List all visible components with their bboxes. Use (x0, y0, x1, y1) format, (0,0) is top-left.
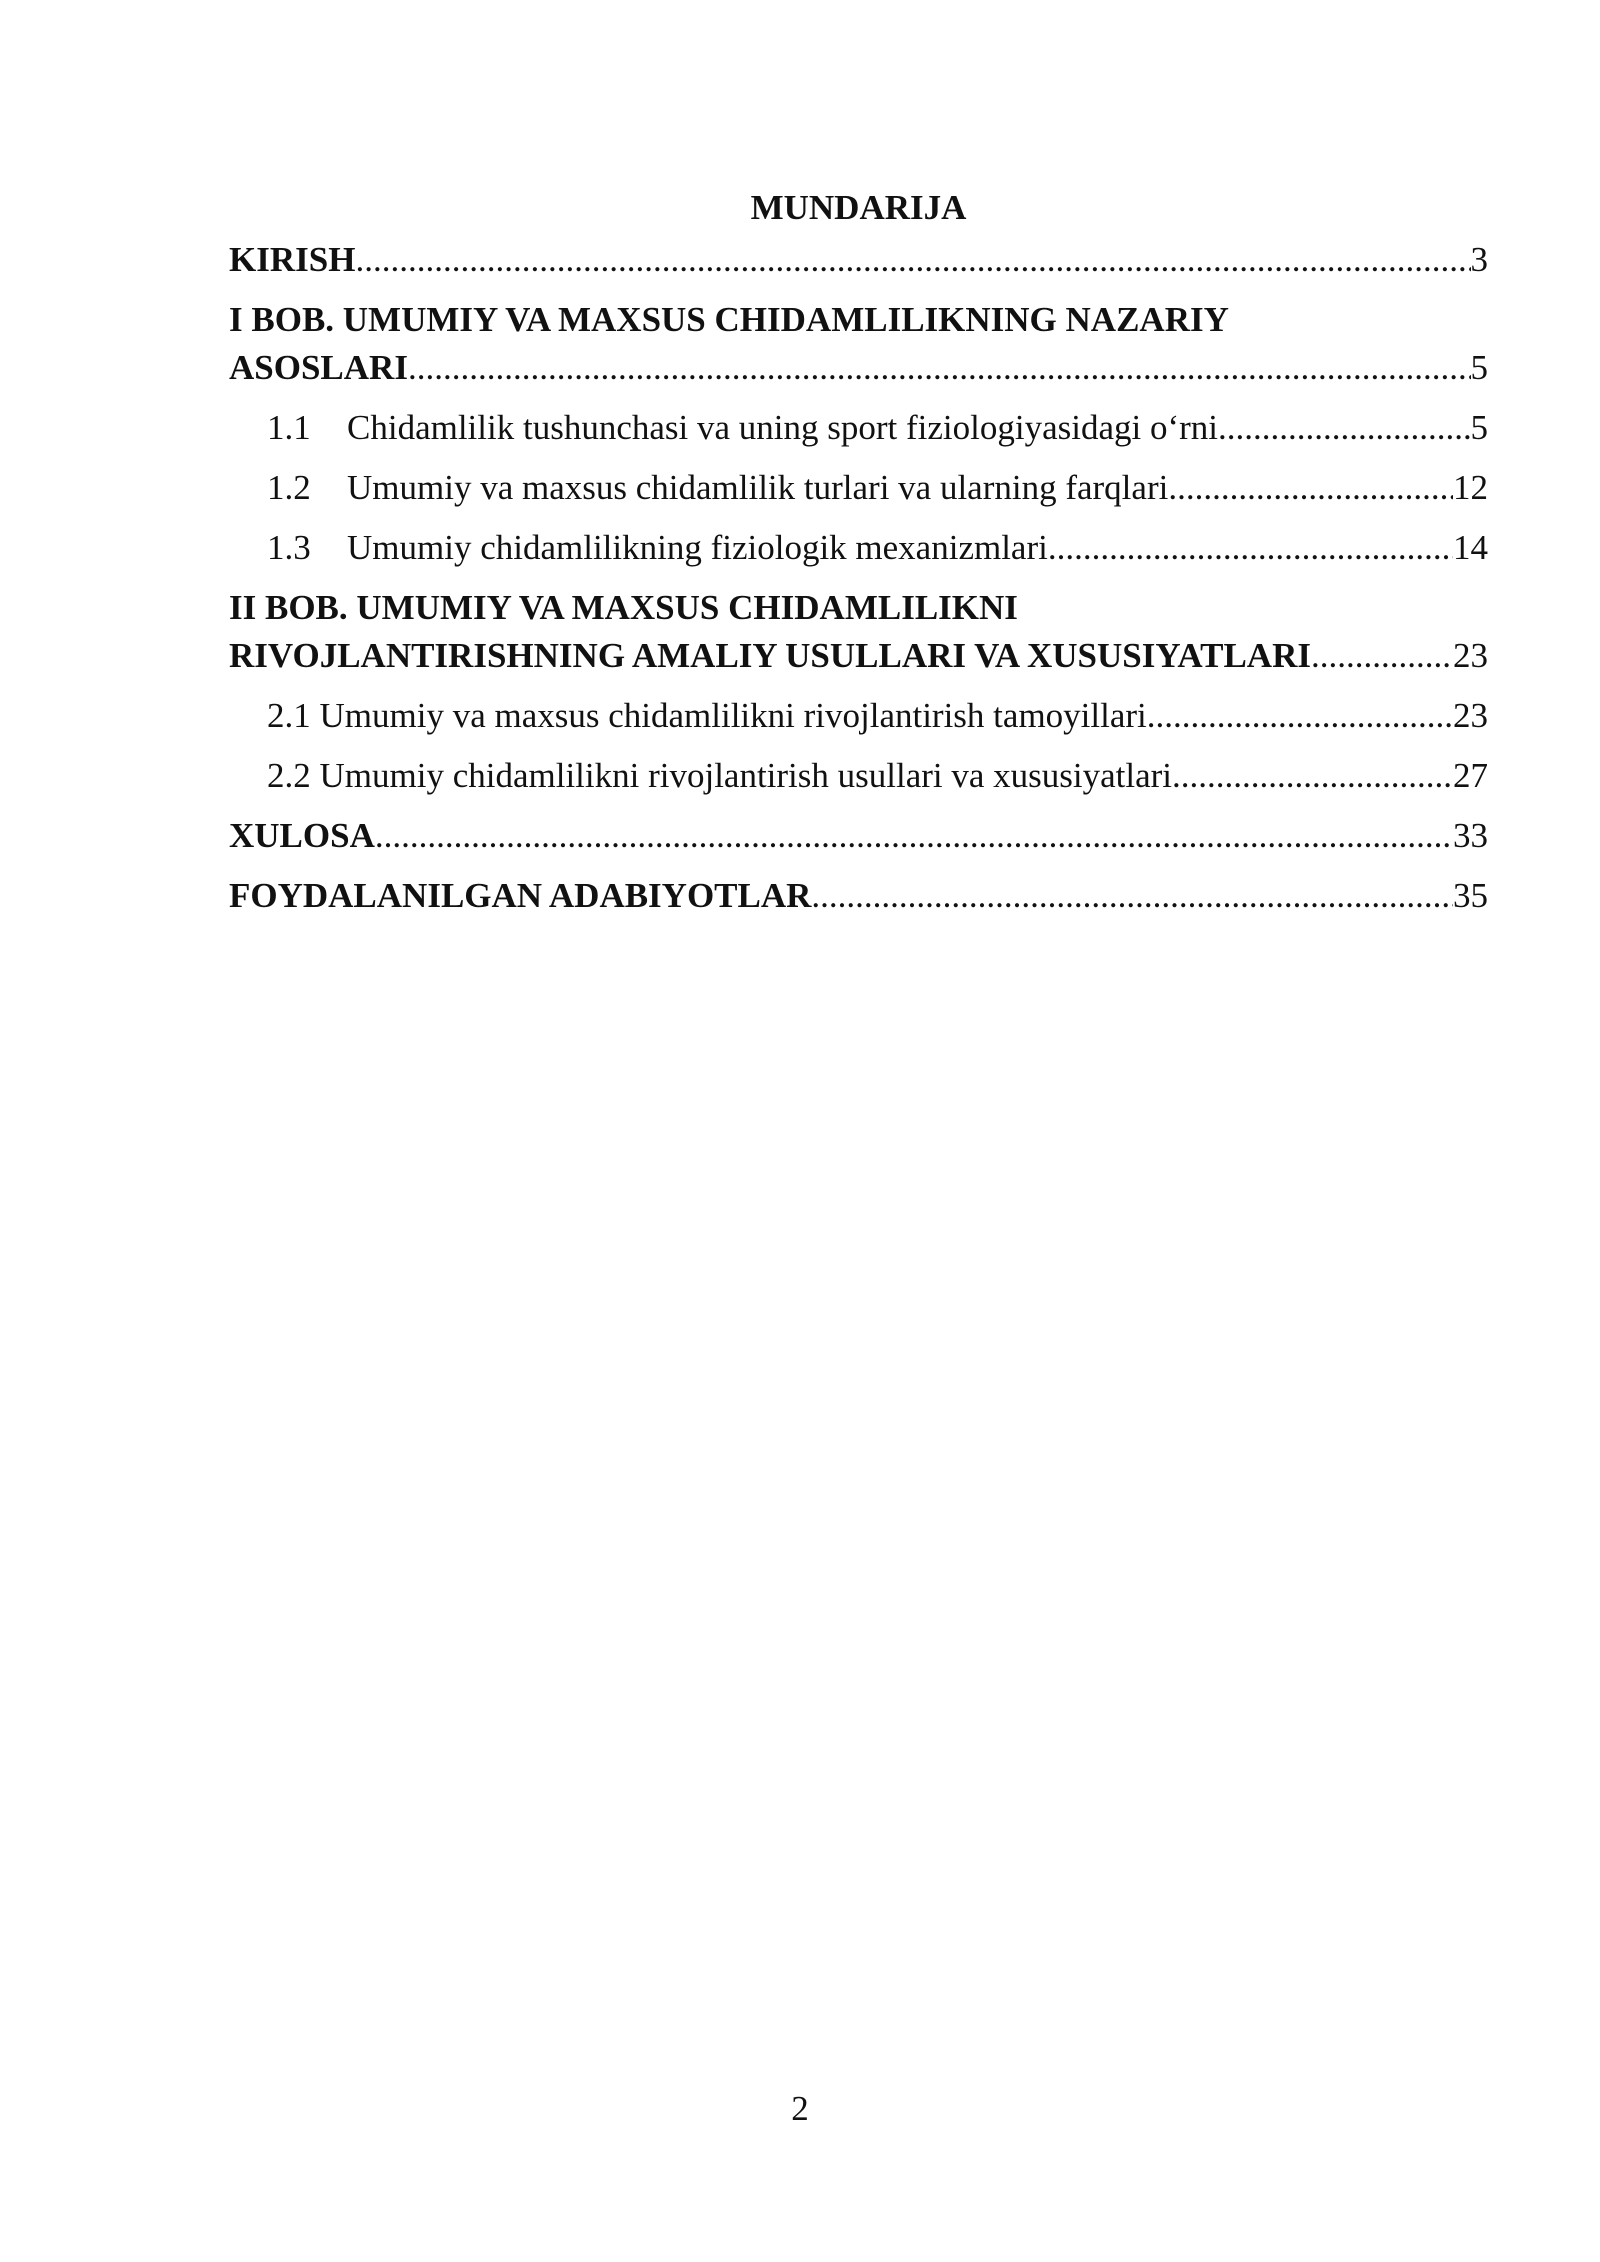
toc-entry-section-2-2[interactable] (229, 752, 1488, 800)
table-of-contents (229, 180, 1488, 920)
toc-entry-label: 2.1 Umumiy va maxsus chidamlilikni rivojlantirish tamoyillari (267, 696, 1147, 735)
dot-leader (1218, 404, 1470, 452)
toc-entry-page: 3 (1470, 240, 1488, 279)
toc-entry-xulosa[interactable] (229, 812, 1488, 860)
toc-entry-label-line1: II BOB. UMUMIY VA MAXSUS CHIDAMLILIKNI (229, 588, 1018, 627)
dot-leader (1172, 752, 1453, 800)
toc-entry-page: 23 (1453, 636, 1488, 675)
toc-entry-section-2-1[interactable] (229, 692, 1488, 740)
toc-entry-page: 35 (1453, 876, 1488, 915)
toc-entry-kirish[interactable] (229, 236, 1488, 284)
toc-entry-label-line2: ASOSLARI (229, 348, 408, 387)
toc-entry-label-line2: RIVOJLANTIRISHNING AMALIY USULLARI VA XUSUSIYATLARI (229, 636, 1311, 675)
toc-entry-page: 5 (1470, 408, 1488, 447)
dot-leader (408, 344, 1471, 392)
toc-entry-label: Chidamlilik tushunchasi va uning sport fiziologiyasidagi o‘rni (347, 408, 1219, 447)
dot-leader (1311, 632, 1453, 680)
toc-entry-number: 1.1 (267, 408, 311, 447)
dot-leader (355, 236, 1470, 284)
toc-entry-page: 23 (1453, 696, 1488, 735)
toc-entry-section-1-2[interactable] (229, 464, 1488, 512)
toc-entry-references[interactable] (229, 872, 1488, 920)
toc-entry-label: 2.2 Umumiy chidamlilikni rivojlantirish usullari va xususiyatlari (267, 756, 1173, 795)
toc-entry-label: Umumiy chidamlilikning fiziologik mexanizmlari (347, 528, 1048, 567)
toc-entry-page: 33 (1453, 816, 1488, 855)
toc-entry-number: 1.2 (267, 468, 311, 507)
toc-entry-label: KIRISH (229, 240, 356, 279)
dot-leader (1147, 692, 1453, 740)
toc-entry-section-1-1[interactable] (229, 404, 1488, 452)
toc-entry-page: 27 (1453, 756, 1488, 795)
page-number: 2 (791, 2089, 809, 2128)
toc-entry-number: 1.3 (267, 528, 311, 567)
dot-leader (811, 872, 1453, 920)
dot-leader (1168, 464, 1453, 512)
toc-entry-label: FOYDALANILGAN ADABIYOTLAR (229, 876, 812, 915)
toc-entry-section-1-3[interactable] (229, 524, 1488, 572)
toc-entry-page: 5 (1470, 348, 1488, 387)
dot-leader (1048, 524, 1453, 572)
toc-entry-label: XULOSA (229, 816, 375, 855)
toc-entry-page: 12 (1453, 468, 1488, 507)
toc-title: MUNDARIJA (750, 188, 967, 227)
toc-entry-label-line1: I BOB. UMUMIY VA MAXSUS CHIDAMLILIKNING NAZARIY (229, 300, 1229, 339)
dot-leader (375, 812, 1453, 860)
toc-entry-page: 14 (1453, 528, 1488, 567)
toc-entry-label: Umumiy va maxsus chidamlilik turlari va ularning farqlari (347, 468, 1169, 507)
toc-entry-chapter-2[interactable] (229, 584, 1488, 680)
toc-entry-chapter-1[interactable] (229, 296, 1488, 392)
